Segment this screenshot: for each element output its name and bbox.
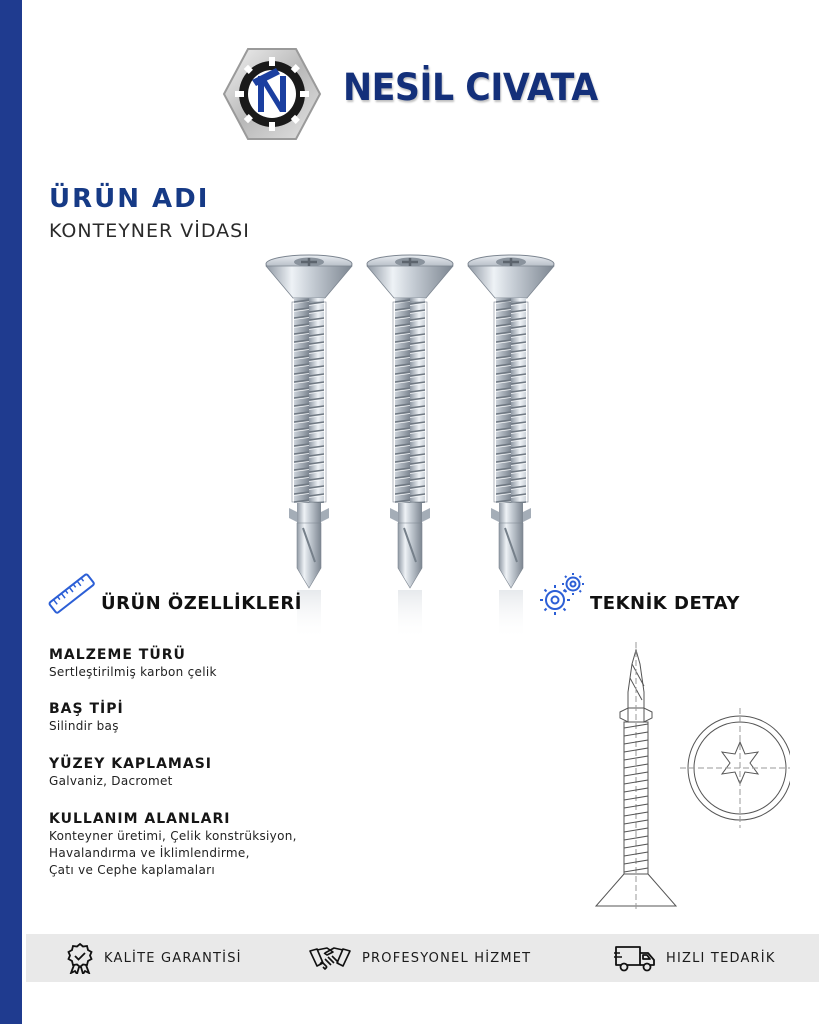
property-material [49,646,217,681]
brand-name: NESİL CIVATA [343,66,598,109]
property-usage [49,810,297,879]
delivery-truck-icon [614,943,656,973]
property-label: BAŞ TİPİ [49,701,124,717]
property-head-type [49,700,124,735]
gears-icon [538,570,588,620]
property-label: MALZEME TÜRÜ [49,647,186,663]
property-value: Sertleştirilmiş karbon çelik [49,665,217,679]
footer-label: HIZLI TEDARİK [666,950,776,966]
property-label: YÜZEY KAPLAMASI [49,756,212,772]
product-name: KONTEYNER VİDASI [49,220,250,242]
technical-title: TEKNİK DETAY [590,593,740,614]
footer-label: KALİTE GARANTİSİ [104,950,242,966]
ruler-icon [46,568,98,620]
property-value-line: Çatı ve Cephe kaplamaları [49,863,215,877]
brand-logo-icon [222,46,322,142]
handshake-icon [308,943,352,973]
quality-badge-icon [66,942,94,974]
footer-item-delivery [614,934,776,982]
product-name-label: ÜRÜN ADI [49,184,210,214]
property-label: KULLANIM ALANLARI [49,811,231,827]
footer-item-service [308,934,531,982]
footer-label: PROFESYONEL HİZMET [362,950,532,966]
footer-item-quality [66,934,242,982]
property-value: Silindir baş [49,719,119,733]
property-value-line: Konteyner üretimi, Çelik konstrüksiyon, [49,829,297,843]
property-value: Galvaniz, Dacromet [49,774,173,788]
features-title: ÜRÜN ÖZELLİKLERİ [101,593,302,614]
left-accent-bar [0,0,22,1024]
product-screws-image [250,250,570,650]
technical-drawing [590,642,790,912]
property-value-line: Havalandırma ve İklimlendirme, [49,846,250,860]
footer-bar [26,934,819,982]
property-coating [49,755,212,790]
